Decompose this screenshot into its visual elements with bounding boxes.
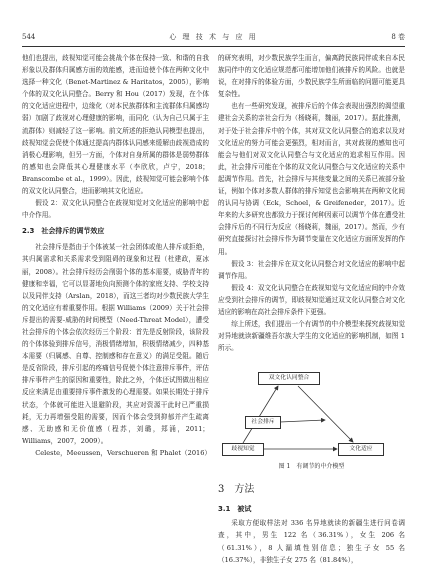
paragraph: 的研究表明，对少数民族学生而言，偏离跨民族同伴或来自本民族同伴中的文化适应规范都可能增加他们被排斥的风险。也就是说，在对排斥的体验方面，少数民族学生所面临的问题可能更具复杂性。 <box>218 54 405 99</box>
paragraph: 综上所述，我们提出一个有调节的中介模型来探究歧视知觉对异地就读新疆维吾尔族大学生的文化适应的影响机制，如图 1 所示。 <box>218 320 405 353</box>
box-cultural-adaptation: 文化适应 <box>338 443 384 456</box>
hypothesis-4: 假设 4：双文化认同整合在歧视知觉与文化适应间的中介效应受到社会排斥的调节，即歧视知觉通过双文化认同整合对文化适应的影响在高社会排斥条件下更强。 <box>218 283 405 316</box>
hypothesis-2: 假设 2：双文化认同整合在歧视知觉对文化适应的影响中起中介作用。 <box>22 199 209 220</box>
paragraph: 也有一些研究发现，被排斥后的个体会表现出强烈的渴望重建社会关系的亲社会行为（杨晓莉，魏丽，2017）。据此推测，对于处于社会排斥中的个体，其对双文化认同整合的追求以及对文化适应的努力可能会更强烈，相对而言，其对歧视的感知也可能会与他们对双文化认同整合与文化适应的追求相互作用。因此，社会排斥可能在个体的双文化认同整合与文化适应的关系中起调节作用。首先，社会排斥与其他变量之间的关系已被部分验证，例如个体对多数人群体的排斥知觉也会影响其在两种文化间的认同与协调（Eck，Schoel，& Greifeneder，2017）。近年来的大多研究也都致力于探讨何种因素可以调节个体在遭受社会排斥后的不同行为反应（杨晓莉，魏丽，2017）。然而，少有研究直接探讨社会排斥作为调节变量在文化适应方面所发挥的作用。 <box>218 102 405 256</box>
box-perceived-discrimination: 歧视知觉 <box>222 443 264 456</box>
figure-caption: 图 1 有调节的中介模型 <box>278 463 345 471</box>
hypothesis-3: 假设 3：社会排斥在双文化认同整合对文化适应的影响中起调节作用。 <box>218 259 405 280</box>
section-heading-method: 3 方法 <box>218 484 255 496</box>
paragraph: 社会排斥是指由于个体被某一社会团体或他人排斥或拒绝，其归属需求和关系需求受到阻碍的现象和过程（杜建政，夏冰丽，2008）。社会排斥经历会削弱个体的基本需要，威胁青年的健康和幸福，它可以显著地负向预测个体的家庭支持、学校支持以及同伴支持（Arslan，2018），而这三者均对少数民族大学生的文化适应有着重要作用。根据 Williams（2009）关于社会排斥提出的需要-威胁的时间模型（Need-Threat Model），遭受社会排斥的个体会依次经历三个阶段：首先是反射阶段，该阶段的个体体验到排斥信号，消极情绪增加，积极情绪减少，四种基本需要（归属感、自尊、控制感和存在意义）的满足受阻。随后是反省阶段，排斥引起的疼痛信号促使个体注意排斥事件，评估排斥事件产生的原因和重要性，除此之外，个体还试图做出相应反应来满足由重要排斥事件激发的心理需要。如果长期处于排斥状态，个体就可能进入退避阶段，其应对资源干此时已严重损耗，无力再增强受阻的需要，因而个体会受到抑郁并产生疏离感、无助感和无价值感（程苏，刘璐，郑涌，2011；Williams，2007，2009）。 <box>22 243 209 445</box>
figure-1-moderated-mediation-model <box>218 356 405 474</box>
page-number: 544 <box>22 33 36 41</box>
paragraph-trailing: Celeste，Meeussen，Verschueren 和 Phalet（2016） <box>35 448 211 457</box>
subsection-heading-subjects: 3.1 被试 <box>218 505 252 514</box>
volume-label: 8 卷 <box>391 33 405 41</box>
running-header <box>22 30 405 44</box>
paragraph: 采取方便取样法对 336 名异地就读的新疆生进行问卷调查，其中，男生 122 名（36.31%），女生 206 名（61.31%），8 人漏填性别信息；独生子女 55 名（16.37%），非独生子女 275 名（81.84%）， <box>218 519 405 564</box>
paragraph: 他们也提出，歧视知觉可能会挑战个体在保持一致、和谐的自我形象以及群体归属感方面的效能感，进而迫使个体在两种文化中选择一种文化（Benet-Martinez & Haritatos，2005），影响个体的双文化认同整合。Berry 和 Hou（2017）发现，在个体的文化适应进程中，边缘化（对本民族群体和主流群体归属感均弱）加剧了歧视对心理健康的影响，而同化（认为自己只属于主流群体）则减轻了这一影响。前文所述的拒绝认同模型也提出，歧视知觉会促使个体通过提高内群体认同感来缓解由歧视造成的消极心理影响，但另一方面，个体对自身所属的群体是弱势群体的感知也会降低其心理健康水平（李欣欣，卢宁，2018；Branscombe et al.，1999）。因此，歧视知觉可能会影响个体的双文化认同整合，进而影响其文化适应。 <box>22 54 209 196</box>
arrow-discrimination-to-bii <box>243 386 278 443</box>
section-heading-2-3: 2.3 社会排斥的调节效应 <box>22 227 105 236</box>
arrow-bii-to-adaptation <box>298 386 353 442</box>
header-rule <box>22 46 405 47</box>
journal-title: 心 理 技 术 与 应 用 <box>169 33 258 41</box>
box-bicultural-identity-integration: 双文化认同整合 <box>258 372 320 385</box>
right-column <box>218 52 405 566</box>
box-social-exclusion: 社会排斥 <box>245 416 281 429</box>
arrow-exclusion-moderation <box>280 420 325 422</box>
left-column <box>22 52 209 459</box>
